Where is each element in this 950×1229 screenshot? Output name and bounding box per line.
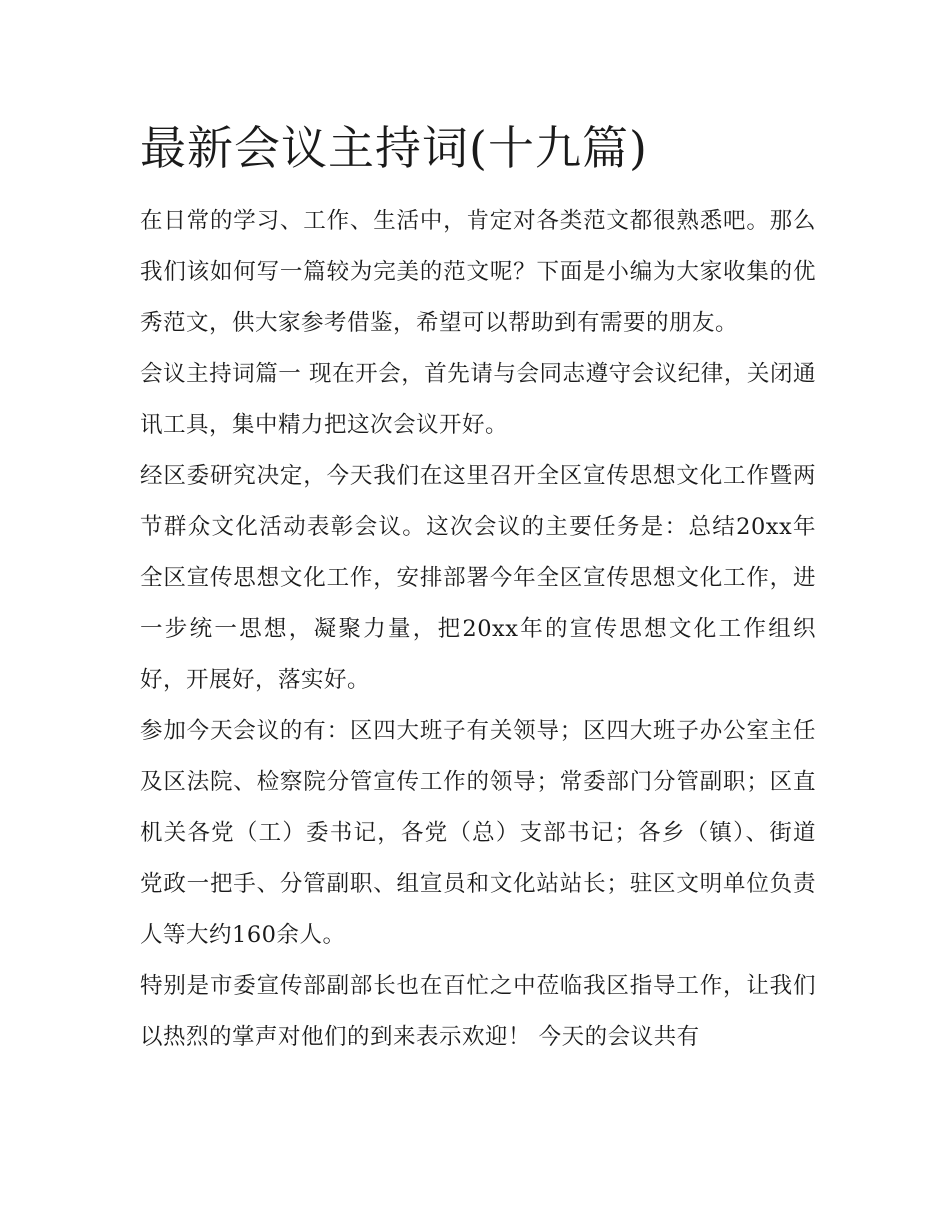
paragraph-opening: 会议主持词篇一 现在开会，首先请与会同志遵守会议纪律，关闭通讯工具，集中精力把这次会议开好。 bbox=[140, 361, 816, 438]
paragraph-meeting-purpose: 经区委研究决定，今天我们在这里召开全区宣传思想文化工作暨两节群众文化活动表彰会议。这次会议的主要任务是：总结20xx年全区宣传思想文化工作，安排部署今年全区宣传思想文化工作，进一步统一思想，凝聚力量，把20xx年的宣传思想文化工作组织好，开展好，落实好。 bbox=[140, 463, 816, 693]
paragraph-intro: 在日常的学习、工作、生活中，肯定对各类范文都很熟悉吧。那么我们该如何写一篇较为完美的范文呢？下面是小编为大家收集的优秀范文，供大家参考借鉴，希望可以帮助到有需要的朋友。 bbox=[140, 208, 816, 336]
document-title: 最新会议主持词(十九篇) bbox=[140, 121, 648, 175]
paragraph-welcome: 特别是市委宣传部副部长也在百忙之中莅临我区指导工作，让我们以热烈的掌声对他们的到来表示欢迎！ 今天的会议共有 bbox=[140, 973, 816, 1050]
paragraph-attendees: 参加今天会议的有：区四大班子有关领导；区四大班子办公室主任及区法院、检察院分管宣传工作的领导；常委部门分管副职；区直机关各党（工）委书记，各党（总）支部书记；各乡（镇）、街道党政一把手、分管副职、组宣员和文化站站长；驻区文明单位负责人等大约160余人。 bbox=[140, 718, 816, 948]
document-body bbox=[140, 196, 816, 1063]
